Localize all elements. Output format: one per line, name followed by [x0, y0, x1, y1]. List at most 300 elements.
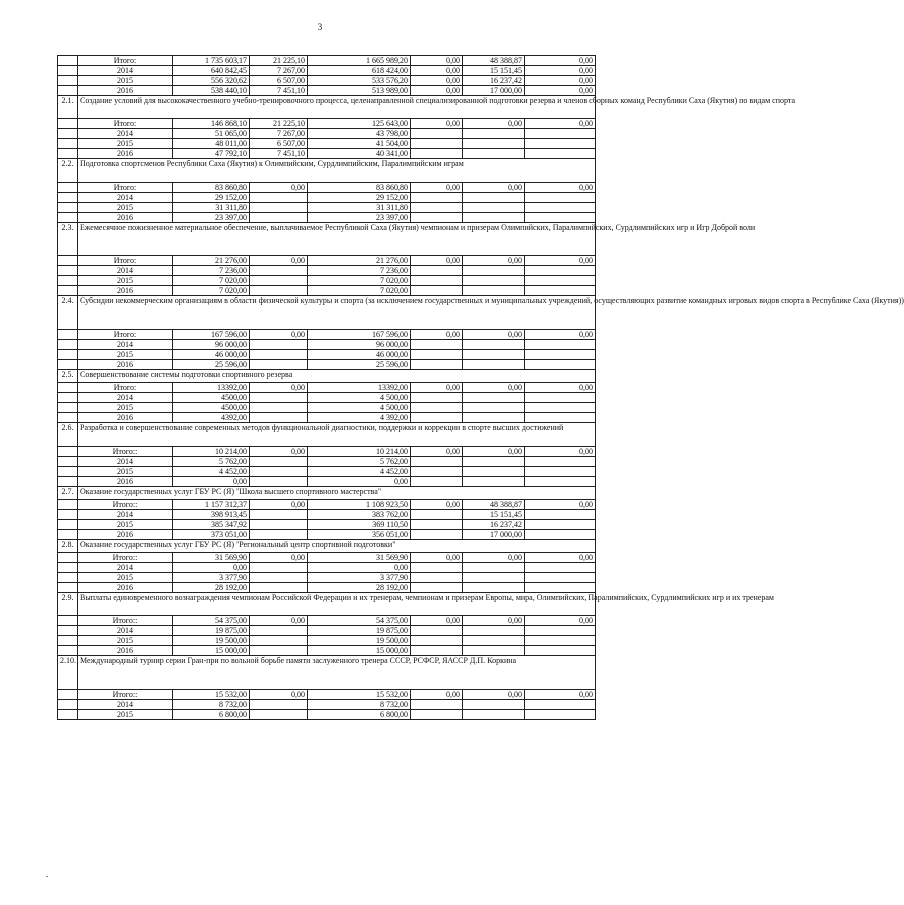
amount-cell: [463, 646, 525, 656]
table-row: [58, 529, 596, 539]
amount-cell: [411, 393, 463, 403]
amount-cell: 369 110,50: [308, 519, 411, 529]
amount-cell: [525, 626, 596, 636]
amount-cell: 0,00: [411, 256, 463, 266]
amount-cell: 167 596,00: [308, 329, 411, 339]
amount-cell: 538 440,10: [173, 86, 250, 96]
section-number-cell: [58, 646, 78, 656]
amount-cell: 0,00: [463, 119, 525, 129]
section-title: Оказание государственных услуг ГБУ РС (Я) "Региональный центр спортивной подготовки": [78, 539, 596, 552]
amount-cell: 6 507,00: [250, 139, 308, 149]
scan-speck: [46, 876, 48, 877]
amount-cell: [463, 349, 525, 359]
amount-cell: 0,00: [525, 76, 596, 86]
amount-cell: 0,00: [525, 499, 596, 509]
total-label: Итого::: [78, 616, 173, 626]
amount-cell: [411, 349, 463, 359]
table-row: [58, 119, 596, 129]
amount-cell: 4 500,00: [308, 393, 411, 403]
amount-cell: 19 875,00: [173, 626, 250, 636]
year-label: 2014: [78, 339, 173, 349]
table-row: [58, 266, 596, 276]
amount-cell: 43 798,00: [308, 129, 411, 139]
amount-cell: [463, 626, 525, 636]
amount-cell: 1 157 312,37: [173, 499, 250, 509]
table-row: [58, 349, 596, 359]
amount-cell: 0,00: [525, 329, 596, 339]
amount-cell: 13392,00: [308, 383, 411, 393]
amount-cell: [525, 529, 596, 539]
section-number-cell: [58, 456, 78, 466]
amount-cell: 0,00: [525, 86, 596, 96]
amount-cell: 0,00: [411, 446, 463, 456]
amount-cell: [250, 709, 308, 719]
amount-cell: 0,00: [250, 499, 308, 509]
amount-cell: [525, 709, 596, 719]
total-label: Итого:: [78, 383, 173, 393]
table-row: [58, 689, 596, 699]
total-label: Итого::: [78, 499, 173, 509]
amount-cell: [463, 572, 525, 582]
amount-cell: [463, 202, 525, 212]
section-header-row: [58, 539, 596, 552]
table-row: [58, 519, 596, 529]
amount-cell: [250, 476, 308, 486]
section-number-cell: [58, 139, 78, 149]
section-number: 2.2.: [58, 159, 78, 182]
table-row: [58, 56, 596, 66]
amount-cell: [411, 636, 463, 646]
amount-cell: 28 192,00: [308, 582, 411, 592]
section-number-cell: [58, 383, 78, 393]
amount-cell: 15 151,45: [463, 509, 525, 519]
amount-cell: [250, 349, 308, 359]
table-row: [58, 446, 596, 456]
table-row: [58, 699, 596, 709]
section-number-cell: [58, 66, 78, 76]
amount-cell: [411, 276, 463, 286]
amount-cell: [411, 359, 463, 369]
table-row: [58, 192, 596, 202]
amount-cell: 16 237,42: [463, 519, 525, 529]
section-number-cell: [58, 413, 78, 423]
section-header-row: [58, 592, 596, 615]
amount-cell: 7 236,00: [308, 266, 411, 276]
amount-cell: 0,00: [411, 76, 463, 86]
amount-cell: [463, 582, 525, 592]
amount-cell: [250, 266, 308, 276]
amount-cell: [250, 466, 308, 476]
amount-cell: 0,00: [411, 182, 463, 192]
section-number-cell: [58, 499, 78, 509]
year-label: 2015: [78, 139, 173, 149]
amount-cell: 0,00: [250, 256, 308, 266]
section-number-cell: [58, 393, 78, 403]
amount-cell: 0,00: [463, 552, 525, 562]
amount-cell: 7 020,00: [308, 276, 411, 286]
amount-cell: 31 311,80: [173, 202, 250, 212]
table-row: [58, 456, 596, 466]
table-row: [58, 509, 596, 519]
table-row: [58, 66, 596, 76]
amount-cell: 7 267,00: [250, 129, 308, 139]
amount-cell: [525, 202, 596, 212]
amount-cell: 0,00: [525, 66, 596, 76]
year-label: 2016: [78, 359, 173, 369]
table-row: [58, 329, 596, 339]
table-row: [58, 709, 596, 719]
amount-cell: 4500,00: [173, 403, 250, 413]
amount-cell: [525, 476, 596, 486]
amount-cell: [525, 393, 596, 403]
amount-cell: [525, 456, 596, 466]
amount-cell: 6 800,00: [308, 709, 411, 719]
amount-cell: [463, 403, 525, 413]
amount-cell: 28 192,00: [173, 582, 250, 592]
amount-cell: 5 762,00: [308, 456, 411, 466]
amount-cell: 48 388,87: [463, 499, 525, 509]
table-row: [58, 149, 596, 159]
section-title: Субсидии некоммерческим организациям в области физической культуры и спорта (за исключением государственных и муниципальных учреждений, осуществляющих развитие командных игровых видов спорта в Республике Саха (Якутия)): [78, 296, 596, 330]
year-label: 2014: [78, 699, 173, 709]
amount-cell: 21 276,00: [308, 256, 411, 266]
amount-cell: [411, 476, 463, 486]
amount-cell: [411, 413, 463, 423]
amount-cell: 25 596,00: [308, 359, 411, 369]
section-number-cell: [58, 202, 78, 212]
amount-cell: [250, 359, 308, 369]
amount-cell: 0,00: [463, 329, 525, 339]
section-number-cell: [58, 709, 78, 719]
table-row: [58, 286, 596, 296]
amount-cell: [411, 149, 463, 159]
amount-cell: 1 108 923,50: [308, 499, 411, 509]
section-number: 2.7.: [58, 486, 78, 499]
amount-cell: 0,00: [411, 56, 463, 66]
amount-cell: 15 532,00: [173, 689, 250, 699]
amount-cell: [463, 359, 525, 369]
amount-cell: 19 875,00: [308, 626, 411, 636]
section-number-cell: [58, 149, 78, 159]
amount-cell: 48 388,87: [463, 56, 525, 66]
amount-cell: [525, 466, 596, 476]
section-number-cell: [58, 76, 78, 86]
amount-cell: [411, 562, 463, 572]
year-label: 2015: [78, 76, 173, 86]
amount-cell: 7 020,00: [308, 286, 411, 296]
amount-cell: [250, 413, 308, 423]
amount-cell: 0,00: [308, 562, 411, 572]
total-label: Итого::: [78, 689, 173, 699]
table-row: [58, 413, 596, 423]
total-label: Итого::: [78, 552, 173, 562]
section-number-cell: [58, 572, 78, 582]
section-number-cell: [58, 446, 78, 456]
table-row: [58, 359, 596, 369]
amount-cell: 0,00: [173, 562, 250, 572]
amount-cell: [250, 339, 308, 349]
amount-cell: [525, 509, 596, 519]
section-header-row: [58, 656, 596, 690]
year-label: 2014: [78, 192, 173, 202]
amount-cell: 6 800,00: [173, 709, 250, 719]
total-label: Итого::: [78, 446, 173, 456]
amount-cell: [463, 276, 525, 286]
amount-cell: 40 341,00: [308, 149, 411, 159]
amount-cell: [463, 456, 525, 466]
amount-cell: [250, 403, 308, 413]
total-label: Итого:: [78, 256, 173, 266]
amount-cell: [525, 572, 596, 582]
amount-cell: 0,00: [525, 56, 596, 66]
amount-cell: 51 065,00: [173, 129, 250, 139]
amount-cell: 10 214,00: [308, 446, 411, 456]
amount-cell: [411, 456, 463, 466]
year-label: 2016: [78, 149, 173, 159]
amount-cell: [250, 192, 308, 202]
amount-cell: 0,00: [525, 616, 596, 626]
page-number: 3: [317, 22, 323, 32]
amount-cell: 1 735 603,17: [173, 56, 250, 66]
amount-cell: [411, 646, 463, 656]
amount-cell: [250, 572, 308, 582]
amount-cell: [525, 646, 596, 656]
amount-cell: 46 000,00: [308, 349, 411, 359]
amount-cell: 0,00: [463, 383, 525, 393]
year-label: 2014: [78, 626, 173, 636]
amount-cell: 0,00: [525, 446, 596, 456]
amount-cell: 15 000,00: [308, 646, 411, 656]
amount-cell: [411, 519, 463, 529]
section-number-cell: [58, 689, 78, 699]
amount-cell: [525, 349, 596, 359]
year-label: 2015: [78, 709, 173, 719]
year-label: 2015: [78, 202, 173, 212]
section-number-cell: [58, 119, 78, 129]
amount-cell: [411, 509, 463, 519]
amount-cell: 7 267,00: [250, 66, 308, 76]
amount-cell: 19 500,00: [308, 636, 411, 646]
amount-cell: [250, 636, 308, 646]
amount-cell: 29 152,00: [308, 192, 411, 202]
amount-cell: 4392,00: [173, 413, 250, 423]
amount-cell: [411, 626, 463, 636]
section-number: 2.8.: [58, 539, 78, 552]
amount-cell: 167 596,00: [173, 329, 250, 339]
amount-cell: [411, 129, 463, 139]
table-row: [58, 403, 596, 413]
year-label: 2016: [78, 646, 173, 656]
amount-cell: 96 000,00: [173, 339, 250, 349]
amount-cell: 83 860,80: [308, 182, 411, 192]
table-row: [58, 129, 596, 139]
amount-cell: [250, 509, 308, 519]
section-title: Создание условий для высококачественного учебно-тренировочного процесса, целенаправленной специализированной подготовки резерва и членов сборных команд Республики Саха (Якутия) по видам спорта: [78, 96, 596, 119]
section-header-row: [58, 296, 596, 330]
table-row: [58, 212, 596, 222]
section-number-cell: [58, 212, 78, 222]
amount-cell: 0,00: [463, 182, 525, 192]
amount-cell: [250, 202, 308, 212]
amount-cell: [463, 149, 525, 159]
amount-cell: 31 311,80: [308, 202, 411, 212]
section-header-row: [58, 423, 596, 446]
amount-cell: [463, 192, 525, 202]
amount-cell: [525, 212, 596, 222]
amount-cell: 5 762,00: [173, 456, 250, 466]
section-number-cell: [58, 616, 78, 626]
amount-cell: [525, 699, 596, 709]
amount-cell: 8 732,00: [173, 699, 250, 709]
amount-cell: [525, 582, 596, 592]
amount-cell: [463, 139, 525, 149]
amount-cell: [463, 129, 525, 139]
table-row: [58, 182, 596, 192]
amount-cell: [250, 626, 308, 636]
amount-cell: [525, 139, 596, 149]
section-header-row: [58, 159, 596, 182]
section-title: Международный турнир серии Гран-при по вольной борьбе памяти заслуженного тренера СССР, РСФСР, ЯАССР Д.П. Коркина: [78, 656, 596, 690]
amount-cell: 398 913,45: [173, 509, 250, 519]
amount-cell: 15 532,00: [308, 689, 411, 699]
amount-cell: 21 225,10: [250, 119, 308, 129]
amount-cell: [463, 413, 525, 423]
amount-cell: [250, 646, 308, 656]
amount-cell: 4 452,00: [308, 466, 411, 476]
section-number-cell: [58, 56, 78, 66]
amount-cell: [525, 129, 596, 139]
table-row: [58, 86, 596, 96]
amount-cell: 21 225,10: [250, 56, 308, 66]
amount-cell: 640 842,45: [173, 66, 250, 76]
amount-cell: 6 507,00: [250, 76, 308, 86]
amount-cell: 47 792,10: [173, 149, 250, 159]
amount-cell: [463, 476, 525, 486]
amount-cell: [463, 466, 525, 476]
amount-cell: 54 375,00: [173, 616, 250, 626]
amount-cell: 0,00: [308, 476, 411, 486]
amount-cell: 0,00: [525, 256, 596, 266]
section-number-cell: [58, 519, 78, 529]
amount-cell: 0,00: [411, 383, 463, 393]
section-number-cell: [58, 466, 78, 476]
amount-cell: 0,00: [463, 689, 525, 699]
amount-cell: 46 000,00: [173, 349, 250, 359]
amount-cell: 17 000,00: [463, 86, 525, 96]
section-number-cell: [58, 256, 78, 266]
section-number-cell: [58, 552, 78, 562]
amount-cell: 0,00: [411, 689, 463, 699]
amount-cell: [463, 286, 525, 296]
amount-cell: 96 000,00: [308, 339, 411, 349]
table-row: [58, 466, 596, 476]
amount-cell: 0,00: [250, 329, 308, 339]
amount-cell: 83 860,80: [173, 182, 250, 192]
section-number-cell: [58, 403, 78, 413]
amount-cell: [525, 359, 596, 369]
amount-cell: [250, 562, 308, 572]
section-number: 2.1.: [58, 96, 78, 119]
year-label: 2014: [78, 129, 173, 139]
amount-cell: [463, 339, 525, 349]
table-row: [58, 339, 596, 349]
amount-cell: [411, 709, 463, 719]
year-label: 2014: [78, 266, 173, 276]
section-title: Совершенствование системы подготовки спортивного резерва: [78, 369, 596, 382]
amount-cell: 13392,00: [173, 383, 250, 393]
section-number-cell: [58, 529, 78, 539]
table-row: [58, 76, 596, 86]
section-number: 2.3.: [58, 222, 78, 256]
amount-cell: 0,00: [411, 499, 463, 509]
section-number: 2.4.: [58, 296, 78, 330]
section-number-cell: [58, 349, 78, 359]
amount-cell: 19 500,00: [173, 636, 250, 646]
amount-cell: [411, 286, 463, 296]
section-header-row: [58, 222, 596, 256]
amount-cell: [463, 212, 525, 222]
table-row: [58, 383, 596, 393]
amount-cell: [411, 403, 463, 413]
section-number: 2.6.: [58, 423, 78, 446]
amount-cell: [411, 139, 463, 149]
year-label: 2016: [78, 413, 173, 423]
year-label: 2015: [78, 276, 173, 286]
table-row: [58, 646, 596, 656]
amount-cell: [525, 149, 596, 159]
table-row: [58, 276, 596, 286]
amount-cell: 31 569,90: [308, 552, 411, 562]
section-number-cell: [58, 582, 78, 592]
amount-cell: [411, 202, 463, 212]
section-number-cell: [58, 329, 78, 339]
total-label: Итого:: [78, 182, 173, 192]
amount-cell: 0,00: [411, 66, 463, 76]
amount-cell: [250, 529, 308, 539]
amount-cell: 0,00: [411, 119, 463, 129]
section-number: 2.10.: [58, 656, 78, 690]
amount-cell: 16 237,42: [463, 76, 525, 86]
year-label: 2015: [78, 636, 173, 646]
amount-cell: [250, 519, 308, 529]
amount-cell: 25 596,00: [173, 359, 250, 369]
year-label: 2014: [78, 66, 173, 76]
table-row: [58, 626, 596, 636]
budget-table: [57, 55, 904, 720]
amount-cell: 4500,00: [173, 393, 250, 403]
amount-cell: 146 868,10: [173, 119, 250, 129]
amount-cell: 15 000,00: [173, 646, 250, 656]
section-number-cell: [58, 182, 78, 192]
amount-cell: 1 665 989,20: [308, 56, 411, 66]
year-label: 2015: [78, 466, 173, 476]
amount-cell: [525, 403, 596, 413]
amount-cell: [411, 466, 463, 476]
table-row: [58, 499, 596, 509]
table-row: [58, 572, 596, 582]
section-number-cell: [58, 476, 78, 486]
year-label: 2016: [78, 529, 173, 539]
year-label: 2014: [78, 456, 173, 466]
section-number-cell: [58, 286, 78, 296]
amount-cell: 4 452,00: [173, 466, 250, 476]
amount-cell: 7 020,00: [173, 276, 250, 286]
amount-cell: 3 377,90: [173, 572, 250, 582]
amount-cell: 0,00: [463, 446, 525, 456]
amount-cell: 0,00: [411, 86, 463, 96]
amount-cell: 3 377,90: [308, 572, 411, 582]
section-number-cell: [58, 86, 78, 96]
